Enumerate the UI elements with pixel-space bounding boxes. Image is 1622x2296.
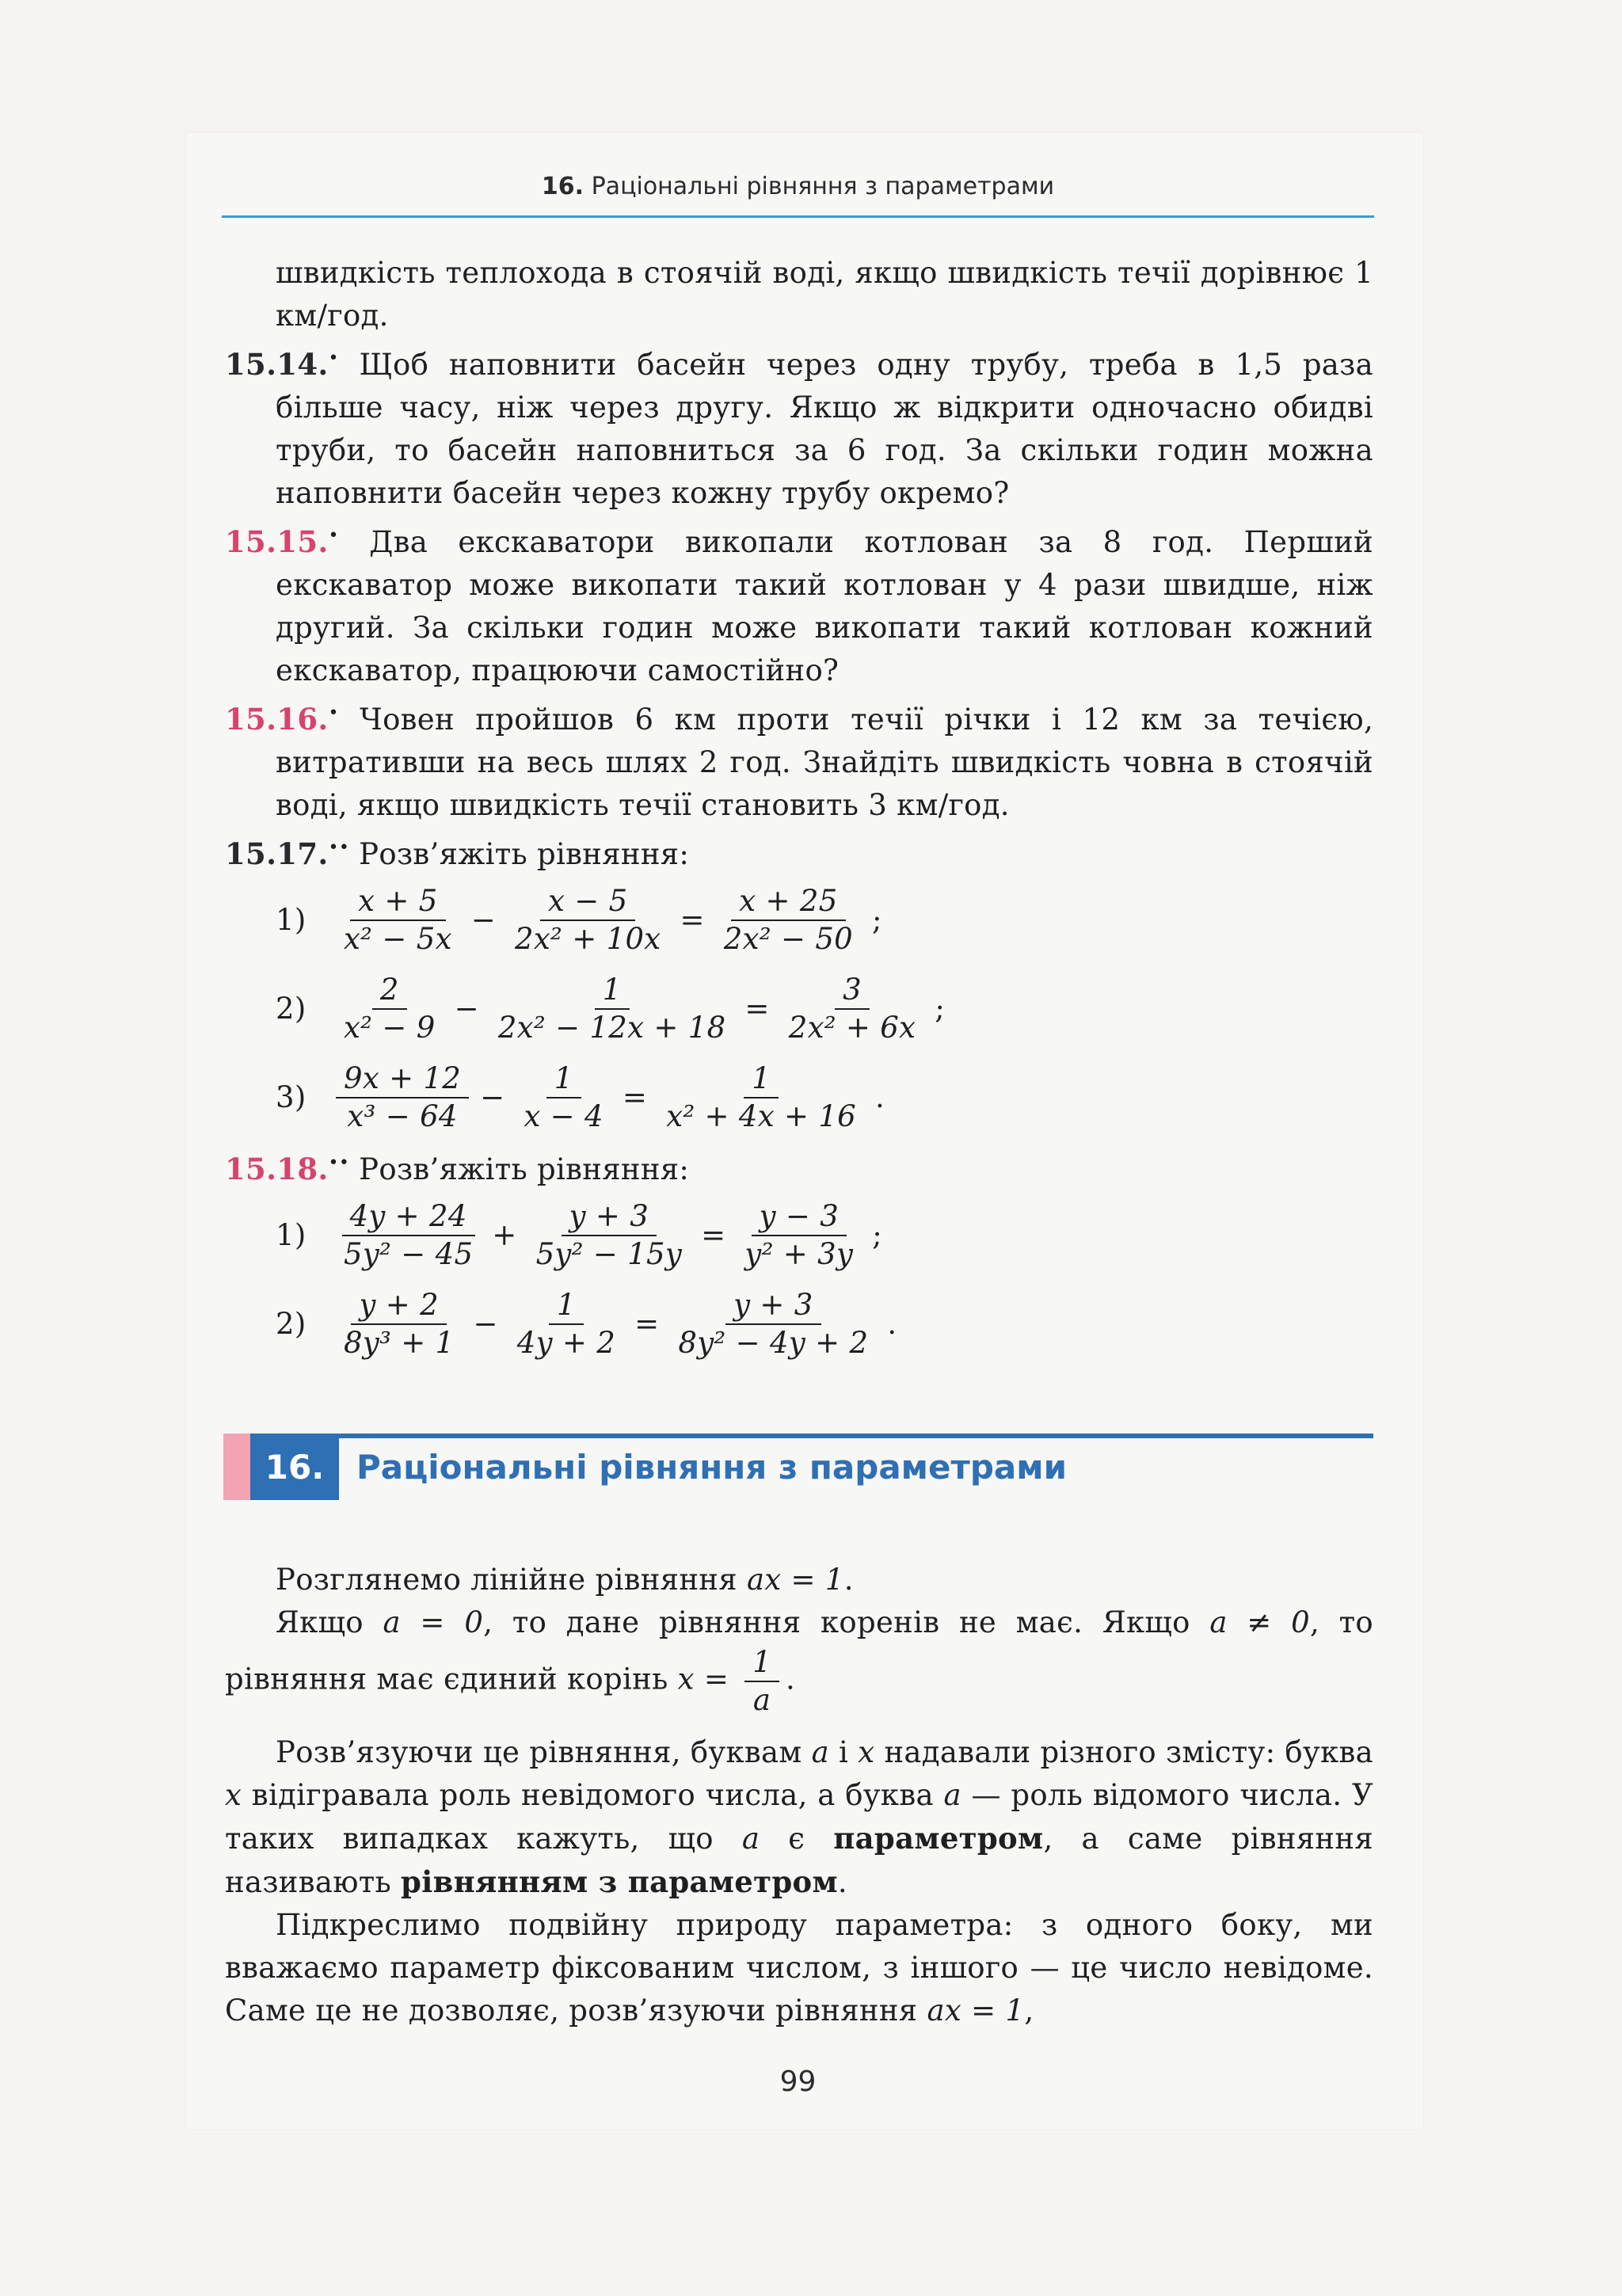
formula: ax = 1 <box>746 1563 844 1597</box>
equation-row <box>225 1053 1373 1142</box>
equations-15-17 <box>225 876 1373 1142</box>
formula: a ≠ 0 <box>1209 1605 1310 1639</box>
equation-label: 2) <box>276 1307 307 1341</box>
fraction <box>716 883 861 958</box>
denominator: 2x² + 6x <box>788 1011 916 1045</box>
exercise-15-17 <box>225 827 1373 876</box>
punctuation: ; <box>872 903 882 937</box>
section-paragraph-2 <box>225 1601 1373 1719</box>
denominator: 5y² − 15y <box>535 1237 683 1271</box>
denominator: x² − 9 <box>344 1011 436 1045</box>
banner-rule <box>339 1434 1373 1438</box>
text: . <box>786 1662 796 1696</box>
fraction <box>658 1060 864 1135</box>
operator: − <box>470 903 497 937</box>
text: , то рівняння має єдиний корінь <box>225 1605 1373 1696</box>
text: надавали різного змісту: буква <box>874 1735 1373 1769</box>
operator: = <box>701 1218 726 1252</box>
term: параметром <box>833 1821 1044 1856</box>
text: Якщо <box>276 1605 383 1639</box>
operator: = <box>680 903 705 937</box>
numerator: 4y + 24 <box>342 1198 475 1236</box>
difficulty-mark: • <box>328 703 339 723</box>
exercise-number: 15.16. <box>225 702 329 737</box>
text: відігравала роль невідомого числа, а буква <box>242 1778 944 1812</box>
difficulty-mark: •• <box>328 1153 350 1173</box>
text: , а саме рівняння називають <box>225 1822 1373 1899</box>
numerator: x + 25 <box>731 883 845 921</box>
denominator: 2x² + 10x <box>515 922 661 956</box>
punctuation: ; <box>935 992 946 1026</box>
difficulty-mark: • <box>328 348 339 368</box>
numerator: 1 <box>744 1060 779 1099</box>
text: , <box>1024 1993 1034 2028</box>
formula: x = <box>677 1662 739 1696</box>
equation-label: 3) <box>276 1080 307 1114</box>
exercise-text: Два екскаватори викопали котлован за 8 год. Перший екскаватор може викопати такий котлован у 4 рази швидше, ніж другий. За скільки годин може викопати такий котлован кожний екскаватор, працюючи самостійно? <box>276 525 1373 687</box>
exercise-15-15 <box>225 515 1373 692</box>
section-banner <box>223 1426 1373 1502</box>
denominator: y² + 3y <box>744 1237 854 1271</box>
denominator: x² + 4x + 16 <box>666 1099 857 1133</box>
section-body <box>225 1559 1373 2032</box>
numerator: x + 5 <box>350 883 445 921</box>
section-title: Раціональні рівняння з параметрами <box>356 1448 1067 1487</box>
equation-row <box>225 876 1373 965</box>
denominator: 4y + 2 <box>516 1326 616 1360</box>
section-paragraph-4 <box>225 1904 1373 2032</box>
fraction <box>490 972 734 1046</box>
page-number: 99 <box>779 2066 817 2098</box>
header-section-number: 16. <box>541 173 584 200</box>
fraction <box>336 972 444 1046</box>
denominator: 8y² − 4y + 2 <box>678 1326 869 1360</box>
text: є <box>760 1822 834 1856</box>
variable: a <box>811 1735 829 1769</box>
numerator: 9x + 12 <box>336 1060 469 1099</box>
fraction <box>336 1287 462 1361</box>
denominator: x − 4 <box>524 1099 603 1133</box>
text: , то дане рівняння коренів не має. Якщо <box>483 1605 1210 1639</box>
numerator: y + 2 <box>351 1287 446 1325</box>
text: Розглянемо лінійне рівняння <box>276 1563 747 1597</box>
denominator: a <box>752 1683 771 1717</box>
exercises-block <box>225 252 1373 1369</box>
exercise-number: 15.15. <box>225 524 329 559</box>
continuation-text: швидкість теплохода в стоячій воді, якщо швидкість течії дорівнює 1 км/год. <box>276 256 1373 333</box>
header-section-title: Раціональні рівняння з параметрами <box>591 173 1055 200</box>
punctuation: . <box>887 1307 897 1341</box>
fraction <box>528 1198 690 1273</box>
numerator: 1 <box>595 972 630 1010</box>
fraction <box>737 1198 861 1273</box>
running-header <box>222 173 1374 200</box>
fraction <box>509 1287 623 1361</box>
numerator: y + 3 <box>562 1198 657 1236</box>
operator: = <box>744 992 770 1026</box>
equation-row <box>225 1191 1373 1280</box>
exercise-15-18 <box>225 1142 1373 1191</box>
punctuation: ; <box>872 1218 882 1252</box>
equation-label: 1) <box>276 1218 307 1252</box>
exercise-number: 15.17. <box>225 836 329 871</box>
fraction <box>744 1644 779 1719</box>
denominator: 2x² − 50 <box>723 922 854 956</box>
section-paragraph-1 <box>225 1559 1373 1601</box>
operator: = <box>622 1080 648 1114</box>
fraction <box>336 883 460 958</box>
header-rule <box>222 215 1374 218</box>
denominator: x² − 5x <box>344 922 452 956</box>
operator: = <box>634 1307 660 1341</box>
operator: − <box>473 1307 498 1341</box>
variable: a <box>943 1778 961 1812</box>
equation-label: 1) <box>276 903 307 937</box>
fraction <box>670 1287 876 1361</box>
numerator: 1 <box>744 1644 779 1682</box>
fraction <box>336 1198 481 1273</box>
exercise-text: Човен пройшов 6 км проти течії річки і 12 км за течією, витративши на весь шлях 2 год. Знайдіть швидкість човна в стоячій воді, якщо швидкість течії становить 3 км/год. <box>276 703 1374 822</box>
fraction <box>507 883 668 958</box>
numerator: y + 3 <box>725 1287 821 1325</box>
text: . <box>843 1563 854 1597</box>
exercise-text: Щоб наповнити басейн через одну трубу, треба в 1,5 раза більше часу, ніж через другу. Якщо ж відкрити одночасно обидві труби, то басейн наповниться за 6 год. За скільки годин можна наповнити басейн через кожну трубу окремо? <box>276 348 1374 510</box>
text: Розв’язуючи це рівняння, буквам <box>276 1735 812 1769</box>
difficulty-mark: • <box>328 526 339 546</box>
text: — роль відомого числа. У таких випадках кажуть, що <box>225 1778 1373 1856</box>
section-number-box: 16. <box>250 1434 339 1500</box>
equations-15-18 <box>225 1191 1373 1369</box>
denominator: 2x² − 12x + 18 <box>497 1011 726 1045</box>
numerator: 1 <box>546 1060 581 1099</box>
section-paragraph-3 <box>225 1731 1373 1904</box>
operator: − <box>480 1080 505 1114</box>
fraction <box>781 972 924 1046</box>
exercise-15-16 <box>225 692 1373 827</box>
numerator: 2 <box>372 972 407 1010</box>
variable: x <box>225 1778 242 1812</box>
equation-row <box>225 1280 1373 1369</box>
exercise-number: 15.18. <box>225 1152 329 1186</box>
fraction <box>336 1060 469 1135</box>
text: Підкреслимо подвійну природу параметра: з одного боку, ми вважаємо параметр фіксованим числом, з іншого — це число невідоме. Саме це не дозволяє, розв’язуючи рівняння <box>225 1908 1373 2028</box>
denominator: 5y² − 45 <box>344 1237 474 1271</box>
numerator: x − 5 <box>540 883 635 921</box>
formula: a = 0 <box>383 1605 484 1639</box>
equation-row <box>225 965 1373 1053</box>
exercise-15-14 <box>225 337 1373 515</box>
operator: + <box>492 1218 517 1252</box>
exercise-text: Розв’яжіть рівняння: <box>359 1152 690 1186</box>
denominator: 8y³ + 1 <box>344 1326 455 1360</box>
punctuation: . <box>875 1080 885 1114</box>
numerator: y − 3 <box>752 1198 847 1236</box>
term: рівнянням з параметром <box>401 1864 838 1899</box>
text: і <box>828 1735 859 1769</box>
formula: ax = 1 <box>927 1993 1025 2028</box>
variable: x <box>858 1735 875 1769</box>
text: . <box>837 1865 847 1899</box>
variable: a <box>741 1822 760 1856</box>
numerator: 1 <box>549 1287 584 1325</box>
operator: − <box>454 992 479 1026</box>
equation-label: 2) <box>276 992 307 1026</box>
exercise-text: Розв’яжіть рівняння: <box>359 837 690 871</box>
denominator: x³ − 64 <box>347 1099 458 1133</box>
exercise-number: 15.14. <box>225 347 329 382</box>
fraction <box>516 1060 611 1135</box>
numerator: 3 <box>835 972 870 1010</box>
difficulty-mark: •• <box>328 838 350 858</box>
